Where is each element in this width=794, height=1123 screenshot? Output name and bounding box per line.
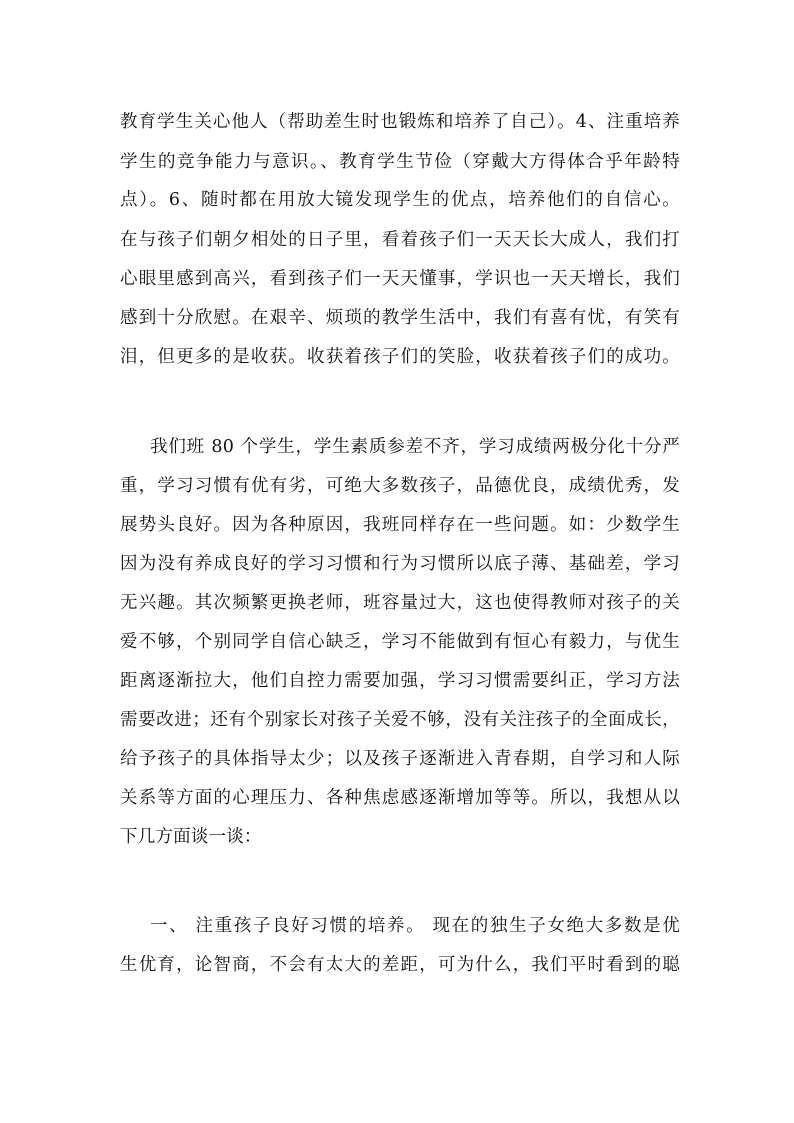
text-line: 我们班 80 个学生，学生素质参差不齐，学习成绩两极分化十分严 xyxy=(150,437,680,457)
text-line: 泪，但更多的是收获。收获着孩子们的笑脸，收获着孩子们的成功。 xyxy=(120,347,680,367)
text-line: 在与孩子们朝夕相处的日子里，看着孩子们一天天长大成人，我们打 xyxy=(120,230,680,250)
text-line: 生优育，论智商，不会有太大的差距，可为什么，我们平时看到的聪 xyxy=(120,955,680,975)
text-line: 展势头良好。因为各种原因，我班同样存在一些问题。如：少数学生 xyxy=(120,515,680,535)
text-line: 距离逐渐拉大，他们自控力需要加强，学习习惯需要纠正，学习方法 xyxy=(120,671,680,691)
text-line: 学生的竞争能力与意识。、教育学生节俭（穿戴大方得体合乎年龄特 xyxy=(120,152,680,172)
text-line: 给予孩子的具体指导太少；以及孩子逐渐进入青春期，自学习和人际 xyxy=(120,749,680,769)
text-line: 无兴趣。其次频繁更换老师，班容量过大，这也使得教师对孩子的关 xyxy=(120,593,680,613)
text-line: 关系等方面的心理压力、各种焦虑感逐渐增加等等。所以，我想从以 xyxy=(120,788,680,808)
section-heading-line: 一、 注重孩子良好习惯的培养。 现在的独生子女绝大多数是优 xyxy=(150,916,680,936)
text-line: 重，学习习惯有优有劣，可绝大多数孩子，品德优良，成绩优秀，发 xyxy=(120,476,680,496)
text-line: 爱不够，个别同学自信心缺乏，学习不能做到有恒心有毅力，与优生 xyxy=(120,632,680,652)
text-line: 需要改进；还有个别家长对孩子关爱不够，没有关注孩子的全面成长， xyxy=(120,710,680,730)
text-line: 感到十分欣慰。在艰辛、烦琐的教学生活中，我们有喜有忧，有笑有 xyxy=(120,308,680,328)
text-line: 点）。6、随时都在用放大镜发现学生的优点，培养他们的自信心。 xyxy=(120,190,680,210)
text-line: 因为没有养成良好的学习习惯和行为习惯所以底子薄、基础差，学习 xyxy=(120,554,680,574)
text-line: 下几方面谈一谈： xyxy=(120,827,262,847)
text-line: 教育学生关心他人（帮助差生时也锻炼和培养了自己）。4、注重培养 xyxy=(120,112,680,132)
text-line: 心眼里感到高兴，看到孩子们一天天懂事，学识也一天天增长，我们 xyxy=(120,269,680,289)
